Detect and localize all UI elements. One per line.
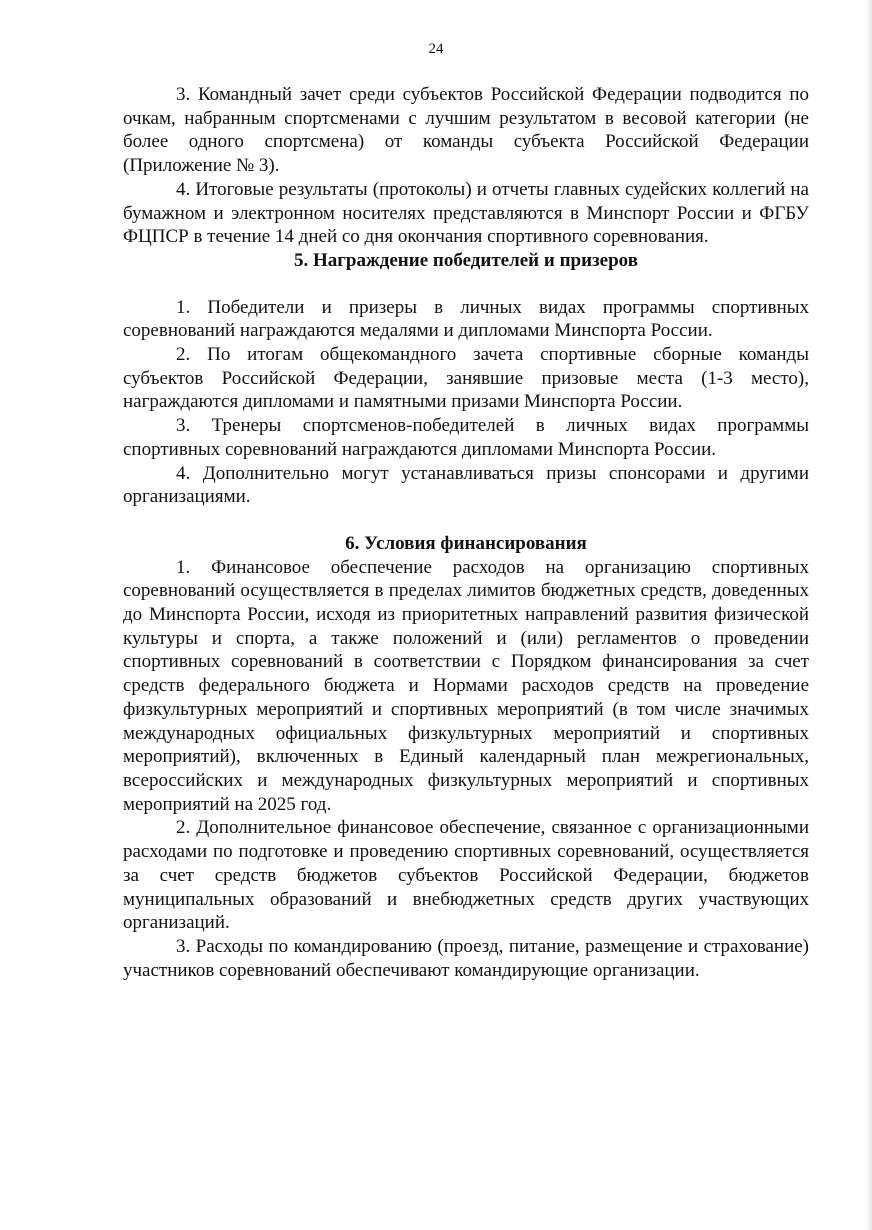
results-paragraph-4: 4. Итоговые результаты (протоколы) и отчеты главных судейских коллегий на бумажном и электронном носителях представляются в Минспорт России и ФГБУ ФЦПСР в течение 14 дней со дня окончания спортивного соревнования. [123, 178, 809, 248]
awards-paragraph-2: 2. По итогам общекомандного зачета спортивные сборные команды субъектов Российской Федерации, занявшие призовые места (1-3 место), награждаются дипломами и памятными призами Минспорта России. [123, 344, 809, 413]
financing-paragraph-1: 1. Финансовое обеспечение расходов на организацию спортивных соревнований осуществляется в пределах лимитов бюджетных средств, доведенных до Минспорта России, исходя из приоритетных направлений развития физической культуры и спорта, а также положений и (или) регламентов о проведении спортивных соревнований в соответствии с Порядком финансирования за счет средств федерального бюджета и Нормами расходов средств на проведение физкультурных мероприятий и спортивных мероприятий (в том числе значимых международных официальных физкультурных мероприятий и спортивных мероприятий), включенных в Единый календарный план межрегиональных, всероссийских и международных физкультурных мероприятий и спортивных мероприятий на 2025 год. [123, 556, 809, 815]
section-heading-financing: 6. Условия финансирования [345, 532, 587, 554]
awards-paragraph-4: 4. Дополнительно могут устанавливаться призы спонсорами и другими организациями. [123, 462, 809, 508]
awards-paragraph-1: 1. Победители и призеры в личных видах программы спортивных соревнований награждаются медалями и дипломами Минспорта России. [123, 296, 809, 342]
page-number: 24 [428, 41, 444, 57]
page-edge-shadow [866, 0, 872, 1230]
financing-paragraph-2: 2. Дополнительное финансовое обеспечение, связанное с организационными расходами по подготовке и проведению спортивных соревнований, осуществляется за счет средств бюджетов субъектов Российской Федерации, бюджетов муниципальных образований и внебюджетных средств других участвующих организаций. [123, 817, 809, 934]
results-paragraph-3: 3. Командный зачет среди субъектов Российской Федерации подводится по очкам, набранным спортсменами с лучшим результатом в весовой категории (не более одного спортсмена) от команды субъекта Российской Федерации (Приложение № 3). [123, 84, 809, 177]
financing-paragraph-3: 3. Расходы по командированию (проезд, питание, размещение и страхование) участников соревнований обеспечивают командирующие организации. [123, 935, 809, 981]
awards-paragraph-3: 3. Тренеры спортсменов-победителей в личных видах программы спортивных соревнований награждаются дипломами Минспорта России. [123, 415, 809, 460]
section-heading-awards: 5. Награждение победителей и призеров [294, 249, 638, 271]
document-body [123, 83, 809, 982]
